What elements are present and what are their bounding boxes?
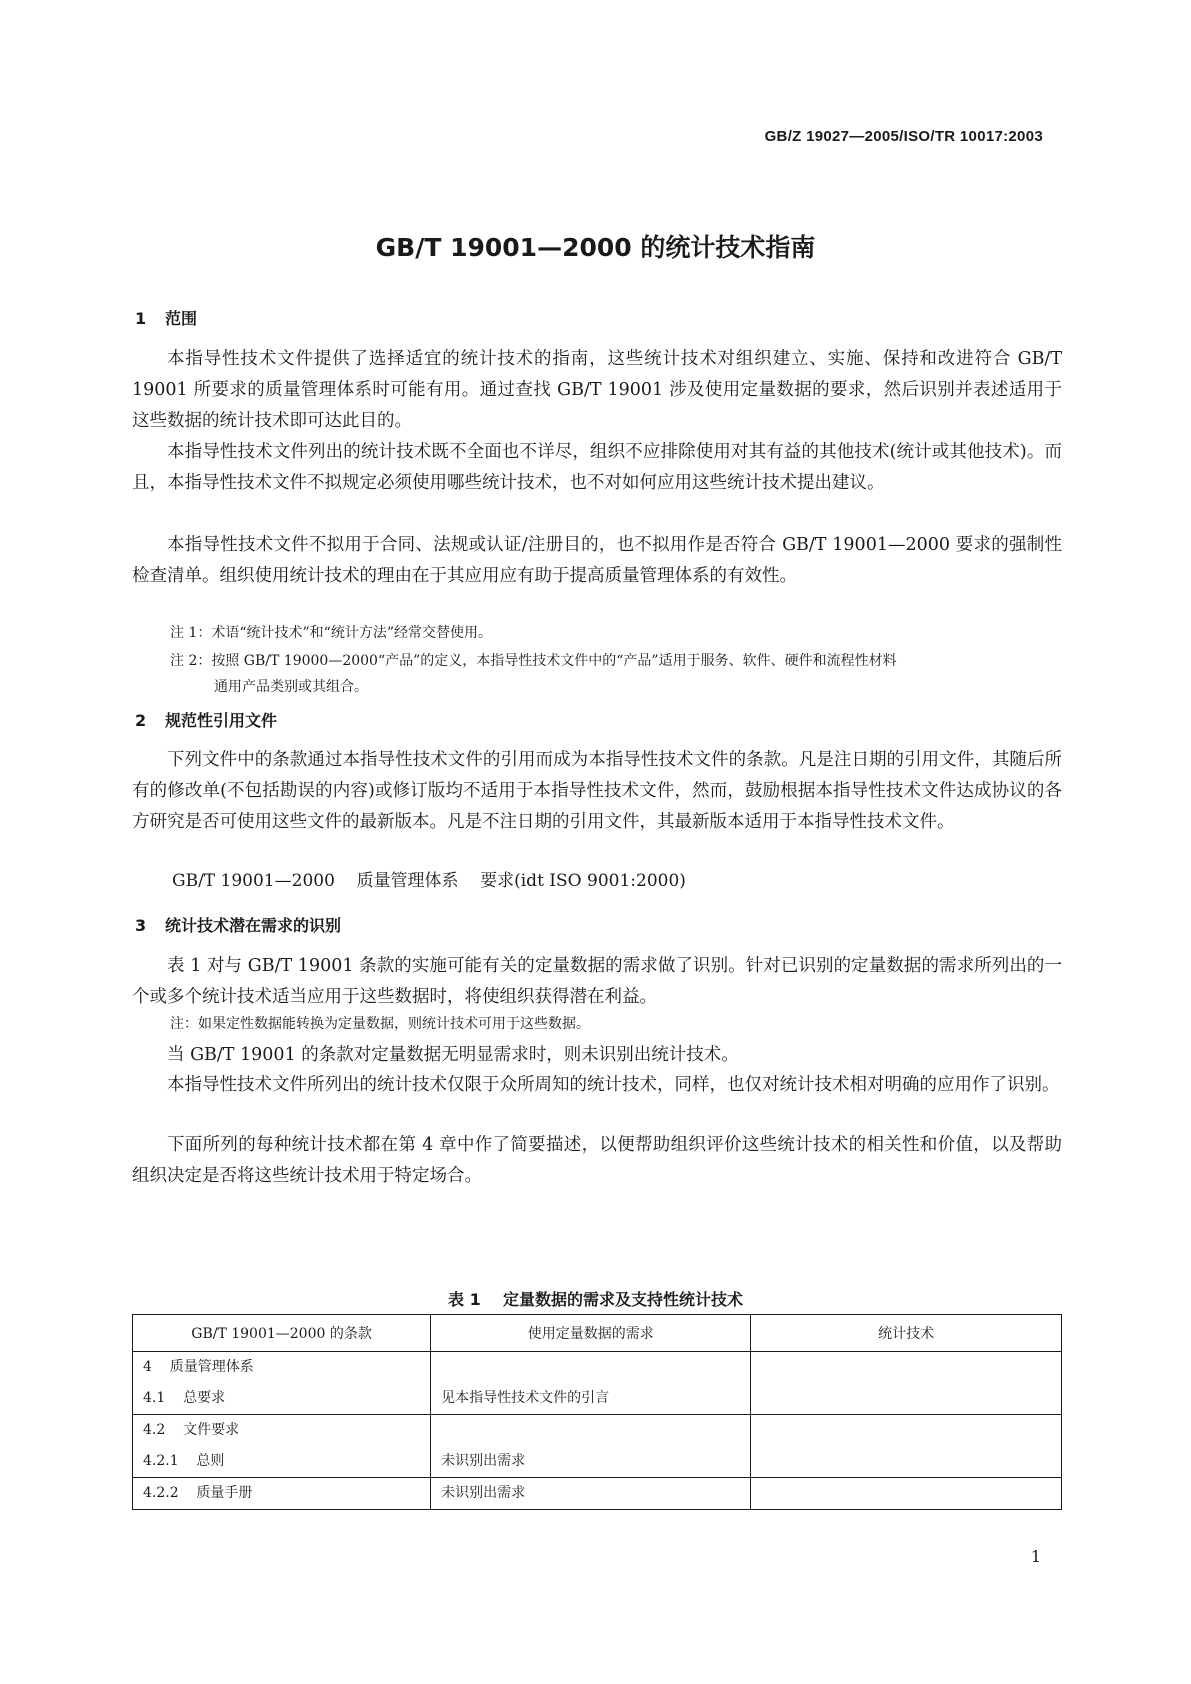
- column-header: GB/T 19001—2000 的条款: [133, 1315, 431, 1352]
- technique-text: [761, 1478, 1051, 1509]
- clause-line: 4.2 文件要求: [143, 1422, 240, 1438]
- note-label: 注 2：: [170, 653, 212, 669]
- section-heading-needs-identification: [135, 913, 341, 936]
- section-title: 范围: [165, 309, 198, 328]
- clause-cell: [133, 1352, 431, 1415]
- table-header-row: [133, 1315, 1062, 1352]
- reference-entry: GB/T 19001—2000 质量管理体系 要求(idt ISO 9001:2000): [172, 871, 686, 891]
- clause-line: 4.2.2 质量手册: [143, 1485, 253, 1501]
- paragraph: 当 GB/T 19001 的条款对定量数据无明显需求时，则未识别出统计技术。: [167, 1045, 739, 1065]
- paragraph: 本指导性技术文件提供了选择适宜的统计技术的指南，这些统计技术对组织建立、实施、保持和改进符合 GB/T 19001 所要求的质量管理体系时可能有用。通过查找 GB/T 19001 涉及使用定量数据的要求，然后识别并表述适用于这些数据的统计技术即可达此目的。: [132, 349, 1062, 431]
- technique-cell: [751, 1352, 1062, 1415]
- clause-cell: [133, 1478, 431, 1510]
- section-number: 2: [135, 711, 147, 730]
- technique-cell: [751, 1478, 1062, 1510]
- note: 注：如果定性数据能转换为定量数据，则统计技术可用于这些数据。: [170, 1016, 590, 1032]
- need-text: 见本指导性技术文件的引言: [441, 1390, 610, 1406]
- paragraph: 本指导性技术文件所列出的统计技术仅限于众所周知的统计技术，同样，也仅对统计技术相对明确的应用作了识别。: [167, 1075, 1060, 1095]
- technique-cell: [751, 1415, 1062, 1478]
- page-number: 1: [1030, 1547, 1041, 1566]
- note-text: 术语“统计技术”和“统计方法”经常交替使用。: [211, 625, 492, 641]
- standard-code: GB/Z 19027—2005/ISO/TR 10017:2003: [764, 128, 1043, 145]
- paragraph: 下面所列的每种统计技术都在第 4 章中作了简要描述，以便帮助组织评价这些统计技术的相关性和价值，以及帮助组织决定是否将这些统计技术用于特定场合。: [132, 1135, 1062, 1186]
- document-title: GB/T 19001—2000 的统计技术指南: [375, 233, 816, 262]
- table-row: [133, 1352, 1062, 1415]
- clause-cell: [133, 1415, 431, 1478]
- note: [170, 620, 1062, 646]
- section-number: 1: [135, 309, 147, 328]
- paragraph: 本指导性技术文件列出的统计技术既不全面也不详尽，组织不应排除使用对其有益的其他技术(统计或其他技术)。而且，本指导性技术文件不拟规定必须使用哪些统计技术，也不对如何应用这些统计技术提出建议。: [132, 442, 1062, 493]
- technique-text: [761, 1415, 1051, 1446]
- section-number: 3: [135, 916, 147, 935]
- need-cell: [431, 1352, 751, 1415]
- note-label: 注 1：: [170, 625, 212, 641]
- clause-line: 4.1 总要求: [143, 1390, 226, 1406]
- need-cell: [431, 1478, 751, 1510]
- section-title: 规范性引用文件: [165, 711, 278, 730]
- column-header: 使用定量数据的需求: [431, 1315, 751, 1352]
- note-text: 按照 GB/T 19000—2000“产品”的定义，本指导性技术文件中的“产品”适用于服务、软件、硬件和流程性材料: [211, 653, 897, 669]
- column-header: 统计技术: [751, 1315, 1062, 1352]
- need-text: 未识别出需求: [441, 1485, 526, 1501]
- need-cell: [431, 1415, 751, 1478]
- section-title: 统计技术潜在需求的识别: [165, 916, 342, 935]
- table-title: 表 1 定量数据的需求及支持性统计技术: [448, 1290, 743, 1309]
- need-text: 未识别出需求: [441, 1453, 526, 1469]
- section-heading-normative-references: [135, 708, 277, 731]
- clause-line: 4.2.1 总则: [143, 1453, 225, 1469]
- requirements-table: [132, 1314, 1062, 1510]
- clause-line: 4 质量管理体系: [143, 1359, 254, 1375]
- paragraph: 下列文件中的条款通过本指导性技术文件的引用而成为本指导性技术文件的条款。凡是注日期的引用文件，其随后所有的修改单(不包括勘误的内容)或修订版均不适用于本指导性技术文件，然而，鼓励根据本指导性技术文件达成协议的各方研究是否可使用这些文件的最新版本。凡是不注日期的引用文件，其最新版本适用于本指导性技术文件。: [132, 750, 1062, 832]
- note-continuation: 通用产品类别或其组合。: [214, 679, 368, 695]
- section-heading-scope: [135, 306, 197, 329]
- table-row: [133, 1478, 1062, 1510]
- note: [170, 648, 1062, 700]
- paragraph: 本指导性技术文件不拟用于合同、法规或认证/注册目的，也不拟用作是否符合 GB/T 19001—2000 要求的强制性检查清单。组织使用统计技术的理由在于其应用应有助于提高质量管理体系的有效性。: [132, 535, 1062, 586]
- paragraph: 表 1 对与 GB/T 19001 条款的实施可能有关的定量数据的需求做了识别。针对已识别的定量数据的需求所列出的一个或多个统计技术适当应用于这些数据时，将使组织获得潜在利益。: [132, 956, 1062, 1007]
- table-row: [133, 1415, 1062, 1478]
- technique-text: [761, 1352, 1051, 1383]
